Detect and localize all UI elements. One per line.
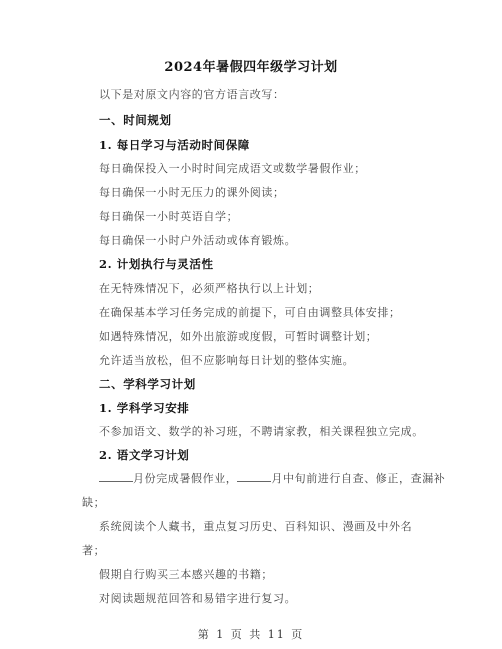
subsection-heading: 2. 语文学习计划 (99, 448, 190, 462)
paragraph-line: 在确保基本学习任务完成的前提下，可自由调整具体安排； (99, 306, 401, 319)
section-heading: 二、学科学习计划 (99, 377, 196, 391)
paragraph-line: 不参加语文、数学的补习班，不聘请家教，相关课程独立完成。 (99, 425, 424, 438)
subsection-heading: 2. 计划执行与灵活性 (99, 257, 214, 271)
section-heading: 一、时间规划 (99, 113, 172, 127)
page-footer: 第 1 页 共 11 页 (197, 628, 305, 641)
fill-blank (237, 472, 271, 482)
subsection-heading: 1. 每日学习与活动时间保障 (99, 138, 250, 152)
paragraph-line: 每日确保一小时无压力的课外阅读； (99, 186, 285, 199)
paragraph-line: 假期自行购买三本感兴趣的书籍； (99, 568, 273, 581)
subsection-heading: 1. 学科学习安排 (99, 401, 190, 415)
paragraph-line: 缺； (82, 496, 106, 509)
paragraph-line: 在无特殊情况下，必须严格执行以上计划； (99, 282, 320, 295)
text-fragment: 月中旬前进行自查、修正，查漏补 (271, 472, 446, 485)
page-title: 2024年暑假四年级学习计划 (164, 60, 338, 75)
paragraph-line: 如遇特殊情况，如外出旅游或度假，可暂时调整计划； (99, 330, 378, 343)
paragraph-line (99, 470, 445, 486)
text-fragment: 月份完成暑假作业， (133, 472, 238, 485)
paragraph-line: 每日确保投入一小时时间完成语文或数学暑假作业； (99, 162, 366, 175)
fill-blank (99, 472, 133, 482)
paragraph-line: 每日确保一小时户外活动或体育锻炼。 (99, 234, 297, 247)
paragraph-line: 著； (82, 544, 106, 557)
intro-text: 以下是对原文内容的官方语言改写： (99, 88, 285, 101)
paragraph-line: 系统阅读个人藏书，重点复习历史、百科知识、漫画及中外名 (99, 520, 413, 533)
paragraph-line: 允许适当放松，但不应影响每日计划的整体实施。 (99, 354, 355, 367)
paragraph-line: 每日确保一小时英语自学； (99, 210, 239, 223)
paragraph-line: 对阅读题规范回答和易错字进行复习。 (99, 592, 297, 605)
